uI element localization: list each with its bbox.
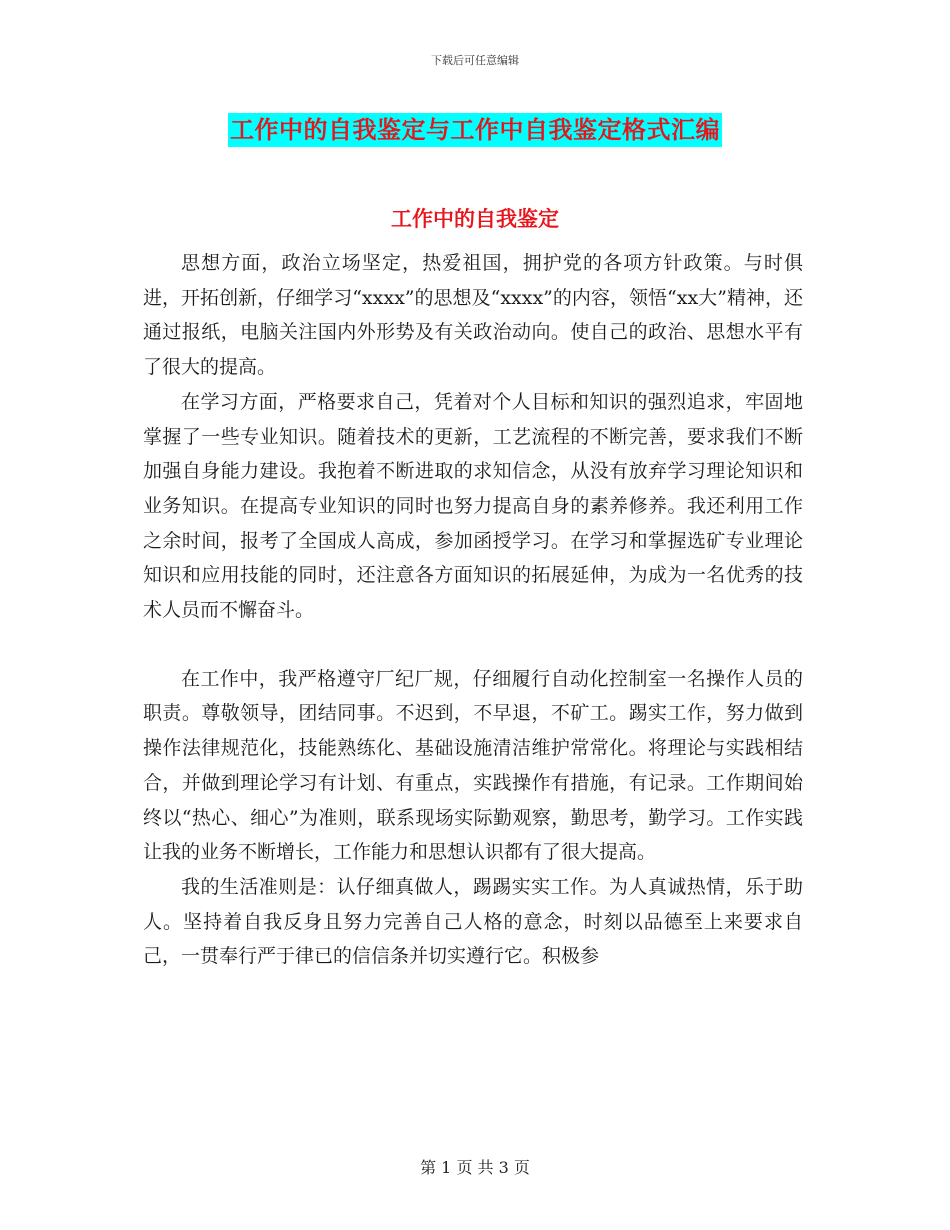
page-number: 第 1 页 共 3 页 bbox=[420, 1158, 530, 1177]
page-header-note: 下载后可任意编辑 bbox=[431, 54, 519, 67]
document-title-container bbox=[0, 113, 950, 147]
paragraph-work: 在工作中，我严格遵守厂纪厂规，仔细履行自动化控制室一名操作人员的职责。尊敬领导，团结同事。不迟到，不早退，不矿工。踢实工作，努力做到操作法律规范化，技能熟练化、基础设施清洁维护常常化。将理论与实践相结合，并做到理论学习有计划、有重点，实践操作有措施，有记录。工作期间始终以“热心、细心”为准则，联系现场实际勤观察，勤思考，勤学习。工作实践让我的业务不断增长，工作能力和思想认识都有了很大提高。 bbox=[143, 667, 803, 864]
section-title: 工作中的自我鉴定 bbox=[391, 207, 559, 231]
paragraph-politics: 思想方面，政治立场坚定，热爱祖国，拥护党的各项方针政策。与时俱进，开拓创新，仔细学习“xxxx”的思想及“xxxx”的内容，领悟“xx大”精神，还通过报纸，电脑关注国内外形势及有关政治动向。使自己的政治、思想水平有了很大的提高。 bbox=[143, 252, 803, 379]
paragraph-study: 在学习方面，严格要求自己，凭着对个人目标和知识的强烈追求，牢固地掌握了一些专业知识。随着技术的更新，工艺流程的不断完善，要求我们不断加强自身能力建设。我抱着不断进取的求知信念，从没有放弃学习理论知识和业务知识。在提高专业知识的同时也努力提高自身的素养修养。我还利用工作之余时间，报考了全国成人高成，参加函授学习。在学习和掌握选矿专业理论知识和应用技能的同时，还注意各方面知识的拓展延伸，为成为一名优秀的技术人员而不懈奋斗。 bbox=[143, 390, 803, 622]
document-body bbox=[143, 246, 803, 974]
document-title: 工作中的自我鉴定与工作中自我鉴定格式汇编 bbox=[228, 113, 722, 147]
paragraph-life: 我的生活准则是：认仔细真做人，踢踢实实工作。为人真诚热情，乐于助人。坚持着自我反身且努力完善自己人格的意念，时刻以品德至上来要求自己，一贯奉行严于律已的信信条并切实遵行它。积极参 bbox=[143, 875, 803, 968]
